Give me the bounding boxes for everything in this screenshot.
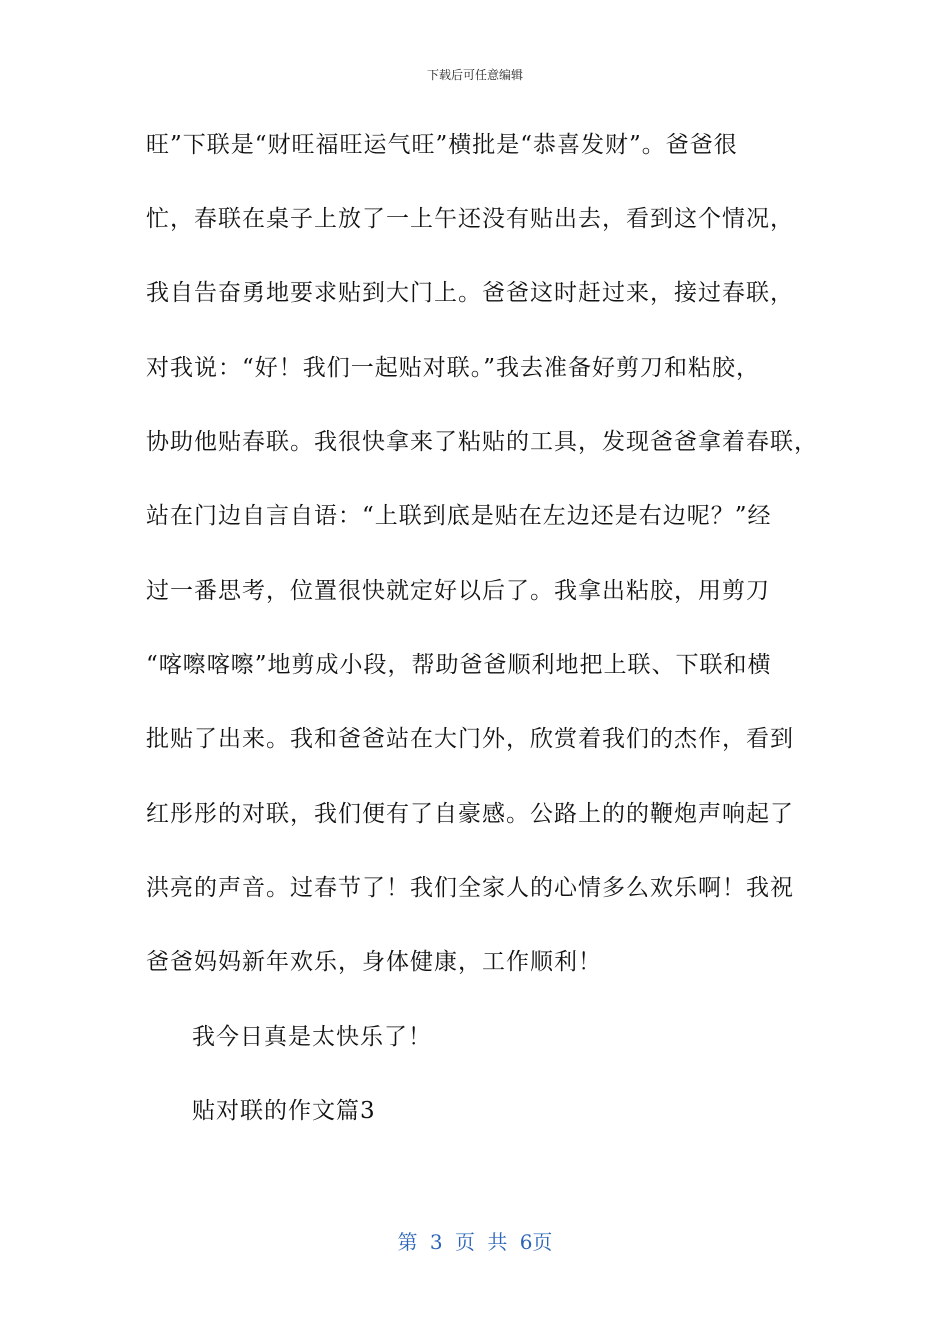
page-footer: 第 3 页 共 6页 xyxy=(397,1230,553,1254)
page-header: 下载后可任意编辑 xyxy=(426,68,523,82)
text-line-3: 我自告奋勇地要求贴到大门上。爸爸这时赶过来，接过春联， xyxy=(146,280,794,306)
text-line-10: 红彤彤的对联，我们便有了自豪感。公路上的的鞭炮声响起了 xyxy=(146,801,794,827)
text-line-1: 旺”下联是“财旺福旺运气旺”横批是“恭喜发财”。爸爸很 xyxy=(146,132,738,158)
text-line-5: 协助他贴春联。我很快拿来了粘贴的工具，发现爸爸拿着春联， xyxy=(146,429,818,455)
section-title: 贴对联的作文篇3 xyxy=(192,1098,376,1124)
text-line-11: 洪亮的声音。过春节了！我们全家人的心情多么欢乐啊！我祝 xyxy=(146,875,794,901)
text-line-6: 站在门边自言自语：“上联到底是贴在左边还是右边呢？”经 xyxy=(146,503,772,529)
text-line-7: 过一番思考，位置很快就定好以后了。我拿出粘胶，用剪刀 xyxy=(146,578,770,604)
text-line-9: 批贴了出来。我和爸爸站在大门外，欣赏着我们的杰作，看到 xyxy=(146,726,794,752)
text-line-4: 对我说：“好！我们一起贴对联。”我去准备好剪刀和粘胶， xyxy=(146,355,761,381)
text-line-2: 忙，春联在桌子上放了一上午还没有贴出去，看到这个情况， xyxy=(146,206,794,232)
paragraph-2: 我今日真是太快乐了！ xyxy=(192,1024,432,1050)
text-line-8: “喀嚓喀嚓”地剪成小段，帮助爸爸顺利地把上联、下联和横 xyxy=(146,652,772,678)
text-line-12: 爸爸妈妈新年欢乐，身体健康，工作顺利！ xyxy=(146,949,602,975)
